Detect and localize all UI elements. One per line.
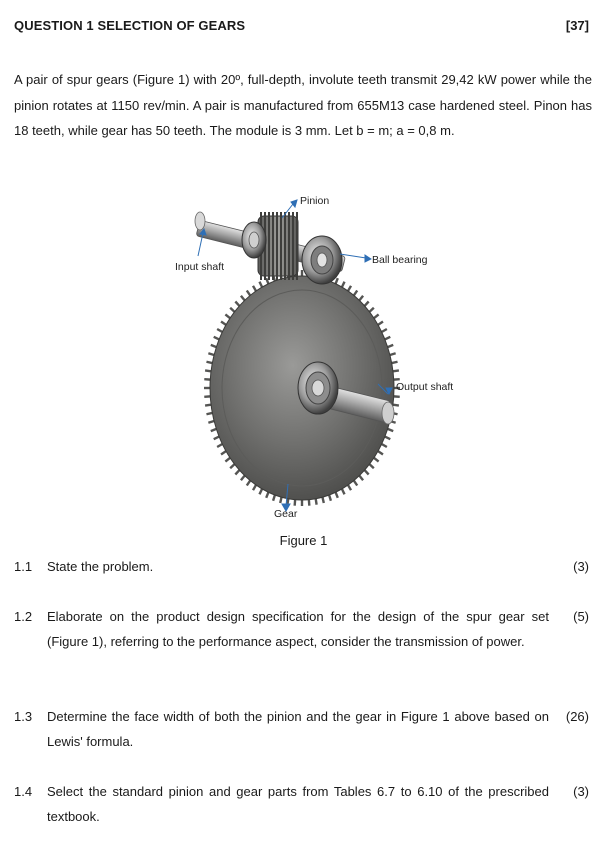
pinion-gear-icon: [242, 212, 298, 280]
sub-question-number: 1.1: [14, 559, 33, 574]
sub-question-marks: (3): [573, 559, 589, 574]
sub-question-text: Determine the face width of both the pinion and the gear in Figure 1 above based on Lewis' formula.: [47, 709, 549, 749]
sub-question-number: 1.3: [14, 709, 33, 724]
ball-bearing-icon: [302, 236, 342, 284]
output-bearing-icon: [298, 362, 338, 414]
sub-question-text: Elaborate on the product design specification for the design of the spur gear set (Figure 1), referring to the performance aspect, consider the transmission of power.: [47, 609, 549, 649]
callout-output-shaft: Output shaft: [396, 381, 454, 393]
figure-caption: Figure 1: [279, 533, 328, 548]
sub-question-1-1: [14, 554, 592, 579]
callout-gear: Gear: [274, 508, 298, 520]
sub-question-1-3: [14, 704, 592, 754]
sub-question-text: Select the standard pinion and gear parts from Tables 6.7 to 6.10 of the prescribed textbook.: [47, 784, 549, 824]
sub-question-1-4: [14, 779, 592, 829]
question-total-marks: [37]: [565, 18, 589, 33]
sub-question-number: 1.2: [14, 609, 33, 624]
sub-question-marks: (5): [573, 609, 589, 624]
callout-ball-bearing: Ball bearing: [372, 254, 428, 266]
gear-assembly-illustration: [160, 188, 470, 528]
sub-question-text: State the problem.: [47, 559, 154, 574]
problem-statement: A pair of spur gears (Figure 1) with 20º, full-depth, involute teeth transmit 29,42 kW power while the pinion rotates at 1150 rev/min. A pair is manufactured from 655M13 case hardened steel. Pinon has 18 teeth, while gear has 50 teeth. The module is 3 mm. Let b = m; a = 0,8 m.: [14, 72, 592, 138]
gear-assembly-figure: [160, 188, 470, 528]
sub-question-1-2: [14, 604, 592, 679]
sub-question-number: 1.4: [14, 784, 33, 799]
callout-pinion: Pinion: [300, 195, 330, 207]
sub-question-marks: (3): [573, 784, 589, 799]
question-header: [14, 18, 589, 38]
sub-question-marks: (26): [565, 709, 589, 724]
callout-input-shaft: Input shaft: [175, 261, 225, 273]
question-title: QUESTION 1 SELECTION OF GEARS: [14, 18, 246, 33]
